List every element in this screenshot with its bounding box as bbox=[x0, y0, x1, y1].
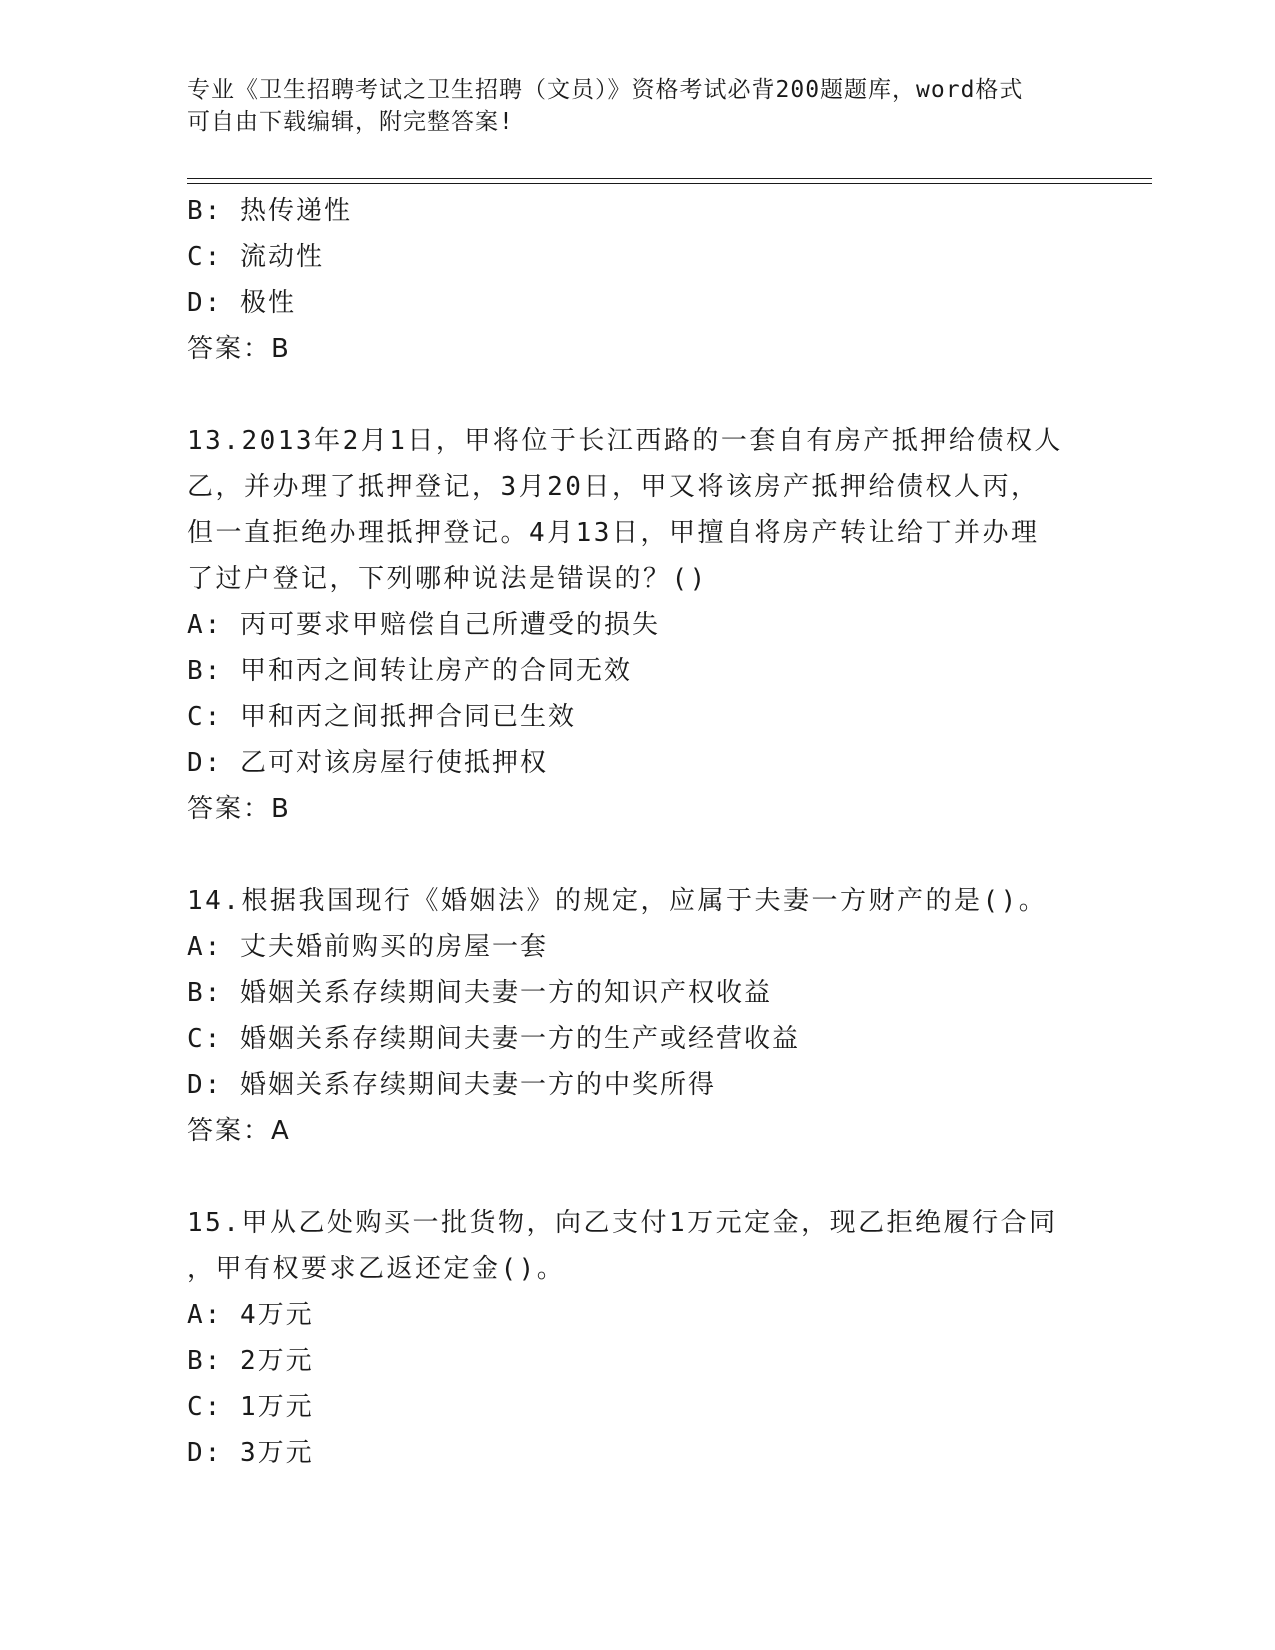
spacer bbox=[187, 832, 1147, 878]
option-d: D: 极性 bbox=[187, 288, 296, 318]
option-b: B: 2万元 bbox=[187, 1346, 314, 1376]
question-stem-line: 了过户登记，下列哪种说法是错误的？() bbox=[187, 564, 708, 594]
question-stem-line: ，甲有权要求乙返还定金()。 bbox=[187, 1254, 566, 1284]
spacer bbox=[187, 372, 1147, 418]
question-15 bbox=[187, 1200, 1147, 1476]
question-13 bbox=[187, 418, 1147, 832]
header-line-2: 可自由下载编辑，附完整答案! bbox=[187, 109, 514, 135]
option-c: C: 婚姻关系存续期间夫妻一方的生产或经营收益 bbox=[187, 1024, 800, 1054]
question-stem-line: 15.甲从乙处购买一批货物，向乙支付1万元定金，现乙拒绝履行合同 bbox=[187, 1208, 1058, 1238]
question-content bbox=[187, 188, 1147, 1476]
answer-line: 答案：A bbox=[187, 1116, 291, 1146]
option-c: C: 甲和丙之间抵押合同已生效 bbox=[187, 702, 576, 732]
header-double-rule bbox=[187, 178, 1152, 184]
carryover-block bbox=[187, 188, 1147, 372]
option-a: A: 丙可要求甲赔偿自己所遭受的损失 bbox=[187, 610, 660, 640]
document-header bbox=[187, 74, 1087, 138]
question-stem-line: 乙，并办理了抵押登记，3月20日，甲又将该房产抵押给债权人丙， bbox=[187, 472, 1040, 502]
header-line-1: 专业《卫生招聘考试之卫生招聘（文员）》资格考试必背200题题库，word格式 bbox=[187, 77, 1024, 103]
option-a: A: 4万元 bbox=[187, 1300, 314, 1330]
spacer bbox=[187, 1154, 1147, 1200]
question-14 bbox=[187, 878, 1147, 1154]
option-b: B: 甲和丙之间转让房产的合同无效 bbox=[187, 656, 632, 686]
answer-line: 答案：B bbox=[187, 334, 291, 364]
option-d: D: 婚姻关系存续期间夫妻一方的中奖所得 bbox=[187, 1070, 716, 1100]
option-b: B: 婚姻关系存续期间夫妻一方的知识产权收益 bbox=[187, 978, 772, 1008]
option-c: C: 1万元 bbox=[187, 1392, 314, 1422]
option-d: D: 乙可对该房屋行使抵押权 bbox=[187, 748, 548, 778]
option-b: B: 热传递性 bbox=[187, 196, 352, 226]
question-stem-line: 13.2013年2月1日，甲将位于长江西路的一套自有房产抵押给债权人 bbox=[187, 426, 1063, 456]
option-a: A: 丈夫婚前购买的房屋一套 bbox=[187, 932, 548, 962]
answer-line: 答案：B bbox=[187, 794, 291, 824]
question-stem-line: 但一直拒绝办理抵押登记。4月13日，甲擅自将房产转让给丁并办理 bbox=[187, 518, 1040, 548]
option-d: D: 3万元 bbox=[187, 1438, 314, 1468]
question-stem-line: 14.根据我国现行《婚姻法》的规定，应属于夫妻一方财产的是()。 bbox=[187, 886, 1048, 916]
option-c: C: 流动性 bbox=[187, 242, 324, 272]
